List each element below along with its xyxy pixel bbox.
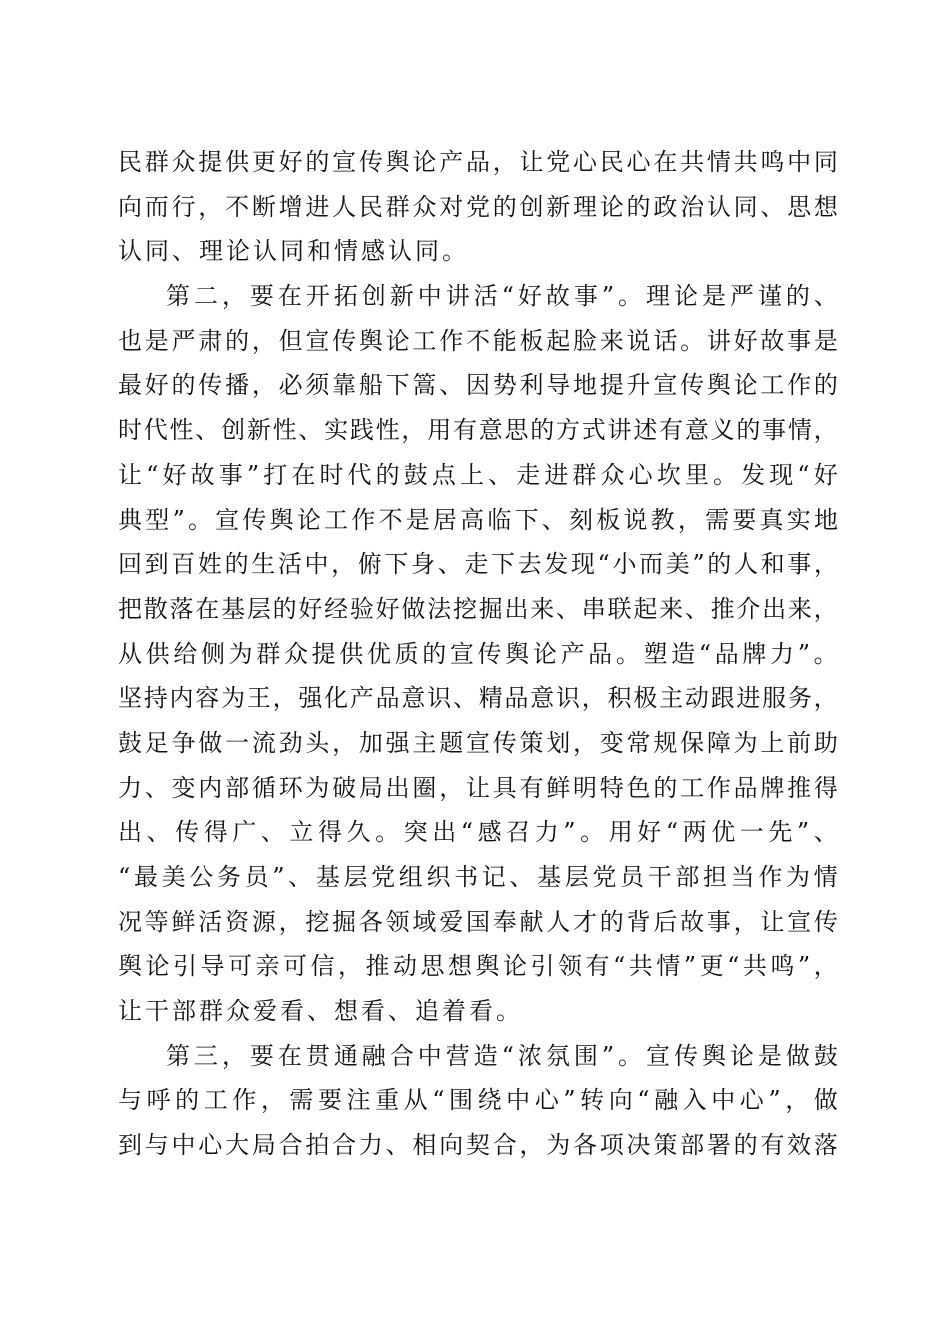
text-line: 况 等 鲜 活 资 源 ， 挖 掘 各 领 域 爱 国 奉 献 人 才 的 背 后 故 事 ， 让 宣 传	[118, 907, 838, 936]
text-line: 到 与 中 心 大 局 合 拍 合 力 、 相 向 契 合 ， 为 各 项 决 策 部 署 的 有 效 落	[118, 1131, 838, 1160]
text-line: 让干部群众爱看、想看、追着看。	[118, 997, 523, 1026]
text-line: 认同、理论认同和情感认同。	[118, 237, 469, 266]
body-text	[118, 140, 838, 1168]
text-line: 第 二 ， 要 在 开 拓 创 新 中 讲 活 “ 好 故 事 ” 。 理 论 是 严 谨 的 、	[166, 282, 838, 311]
text-line: 回 到 百 姓 的 生 活 中 ， 俯 下 身 、 走 下 去 发 现 “ 小 而 美 ” 的 人 和 事 ，	[118, 550, 838, 579]
text-line: 舆 论 引 导 可 亲 可 信 ， 推 动 思 想 舆 论 引 领 有 “ 共 情 ” 更 “ 共 鸣 ” ，	[118, 952, 838, 981]
text-line: 与 呼 的 工 作 ， 需 要 注 重 从 “ 围 绕 中 心 ” 转 向 “ 融 入 中 心 ” ， 做	[118, 1086, 838, 1115]
text-line: “ 最 美 公 务 员 ” 、 基 层 党 组 织 书 记 、 基 层 党 员 干 部 担 当 作 为 情	[118, 863, 838, 891]
text-line: 时 代 性 、 创 新 性 、 实 践 性 ， 用 有 意 思 的 方 式 讲 述 有 意 义 的 事 情 ，	[118, 416, 838, 445]
text-line: 典 型 ” 。 宣 传 舆 论 工 作 不 是 居 高 临 下 、 刻 板 说 教 ， 需 要 真 实 地	[118, 505, 838, 534]
text-line: 第 三 ， 要 在 贯 通 融 合 中 营 造 “ 浓 氛 围 ” 。 宣 传 舆 论 是 做 鼓	[166, 1041, 838, 1070]
text-line: 也 是 严 肃 的 ， 但 宣 传 舆 论 工 作 不 能 板 起 脸 来 说 话 。 讲 好 故 事 是	[118, 326, 838, 355]
text-line: 最 好 的 传 播 ， 必 须 靠 船 下 篙 、 因 势 利 导 地 提 升 宣 传 舆 论 工 作 的	[118, 371, 838, 400]
text-line: 让 “ 好 故 事 ” 打 在 时 代 的 鼓 点 上 、 走 进 群 众 心 坎 里 。 发 现 “ 好	[118, 460, 838, 489]
text-line: 坚 持 内 容 为 王 ， 强 化 产 品 意 识 、 精 品 意 识 ， 积 极 主 动 跟 进 服 务 ，	[118, 684, 838, 713]
text-line: 民 群 众 提 供 更 好 的 宣 传 舆 论 产 品 ， 让 党 心 民 心 在 共 情 共 鸣 中 同	[118, 148, 838, 176]
text-line: 鼓 足 争 做 一 流 劲 头 ， 加 强 主 题 宣 传 策 划 ， 变 常 规 保 障 为 上 前 助	[118, 728, 838, 757]
text-line: 把 散 落 在 基 层 的 好 经 验 好 做 法 挖 掘 出 来 、 串 联 起 来 、 推 介 出 来 ，	[118, 594, 838, 623]
text-line: 力 、 变 内 部 循 环 为 破 局 出 圈 ， 让 具 有 鲜 明 特 色 的 工 作 品 牌 推 得	[118, 773, 838, 802]
text-line: 从 供 给 侧 为 群 众 提 供 优 质 的 宣 传 舆 论 产 品 。 塑 造 “ 品 牌 力 ” 。	[118, 639, 838, 668]
text-line: 出 、 传 得 广 、 立 得 久 。 突 出 “ 感 召 力 ” 。 用 好 “ 两 优 一 先 ” 、	[118, 818, 838, 847]
text-line: 向 而 行 ， 不 断 增 进 人 民 群 众 对 党 的 创 新 理 论 的 政 治 认 同 、 思 想	[118, 192, 838, 221]
